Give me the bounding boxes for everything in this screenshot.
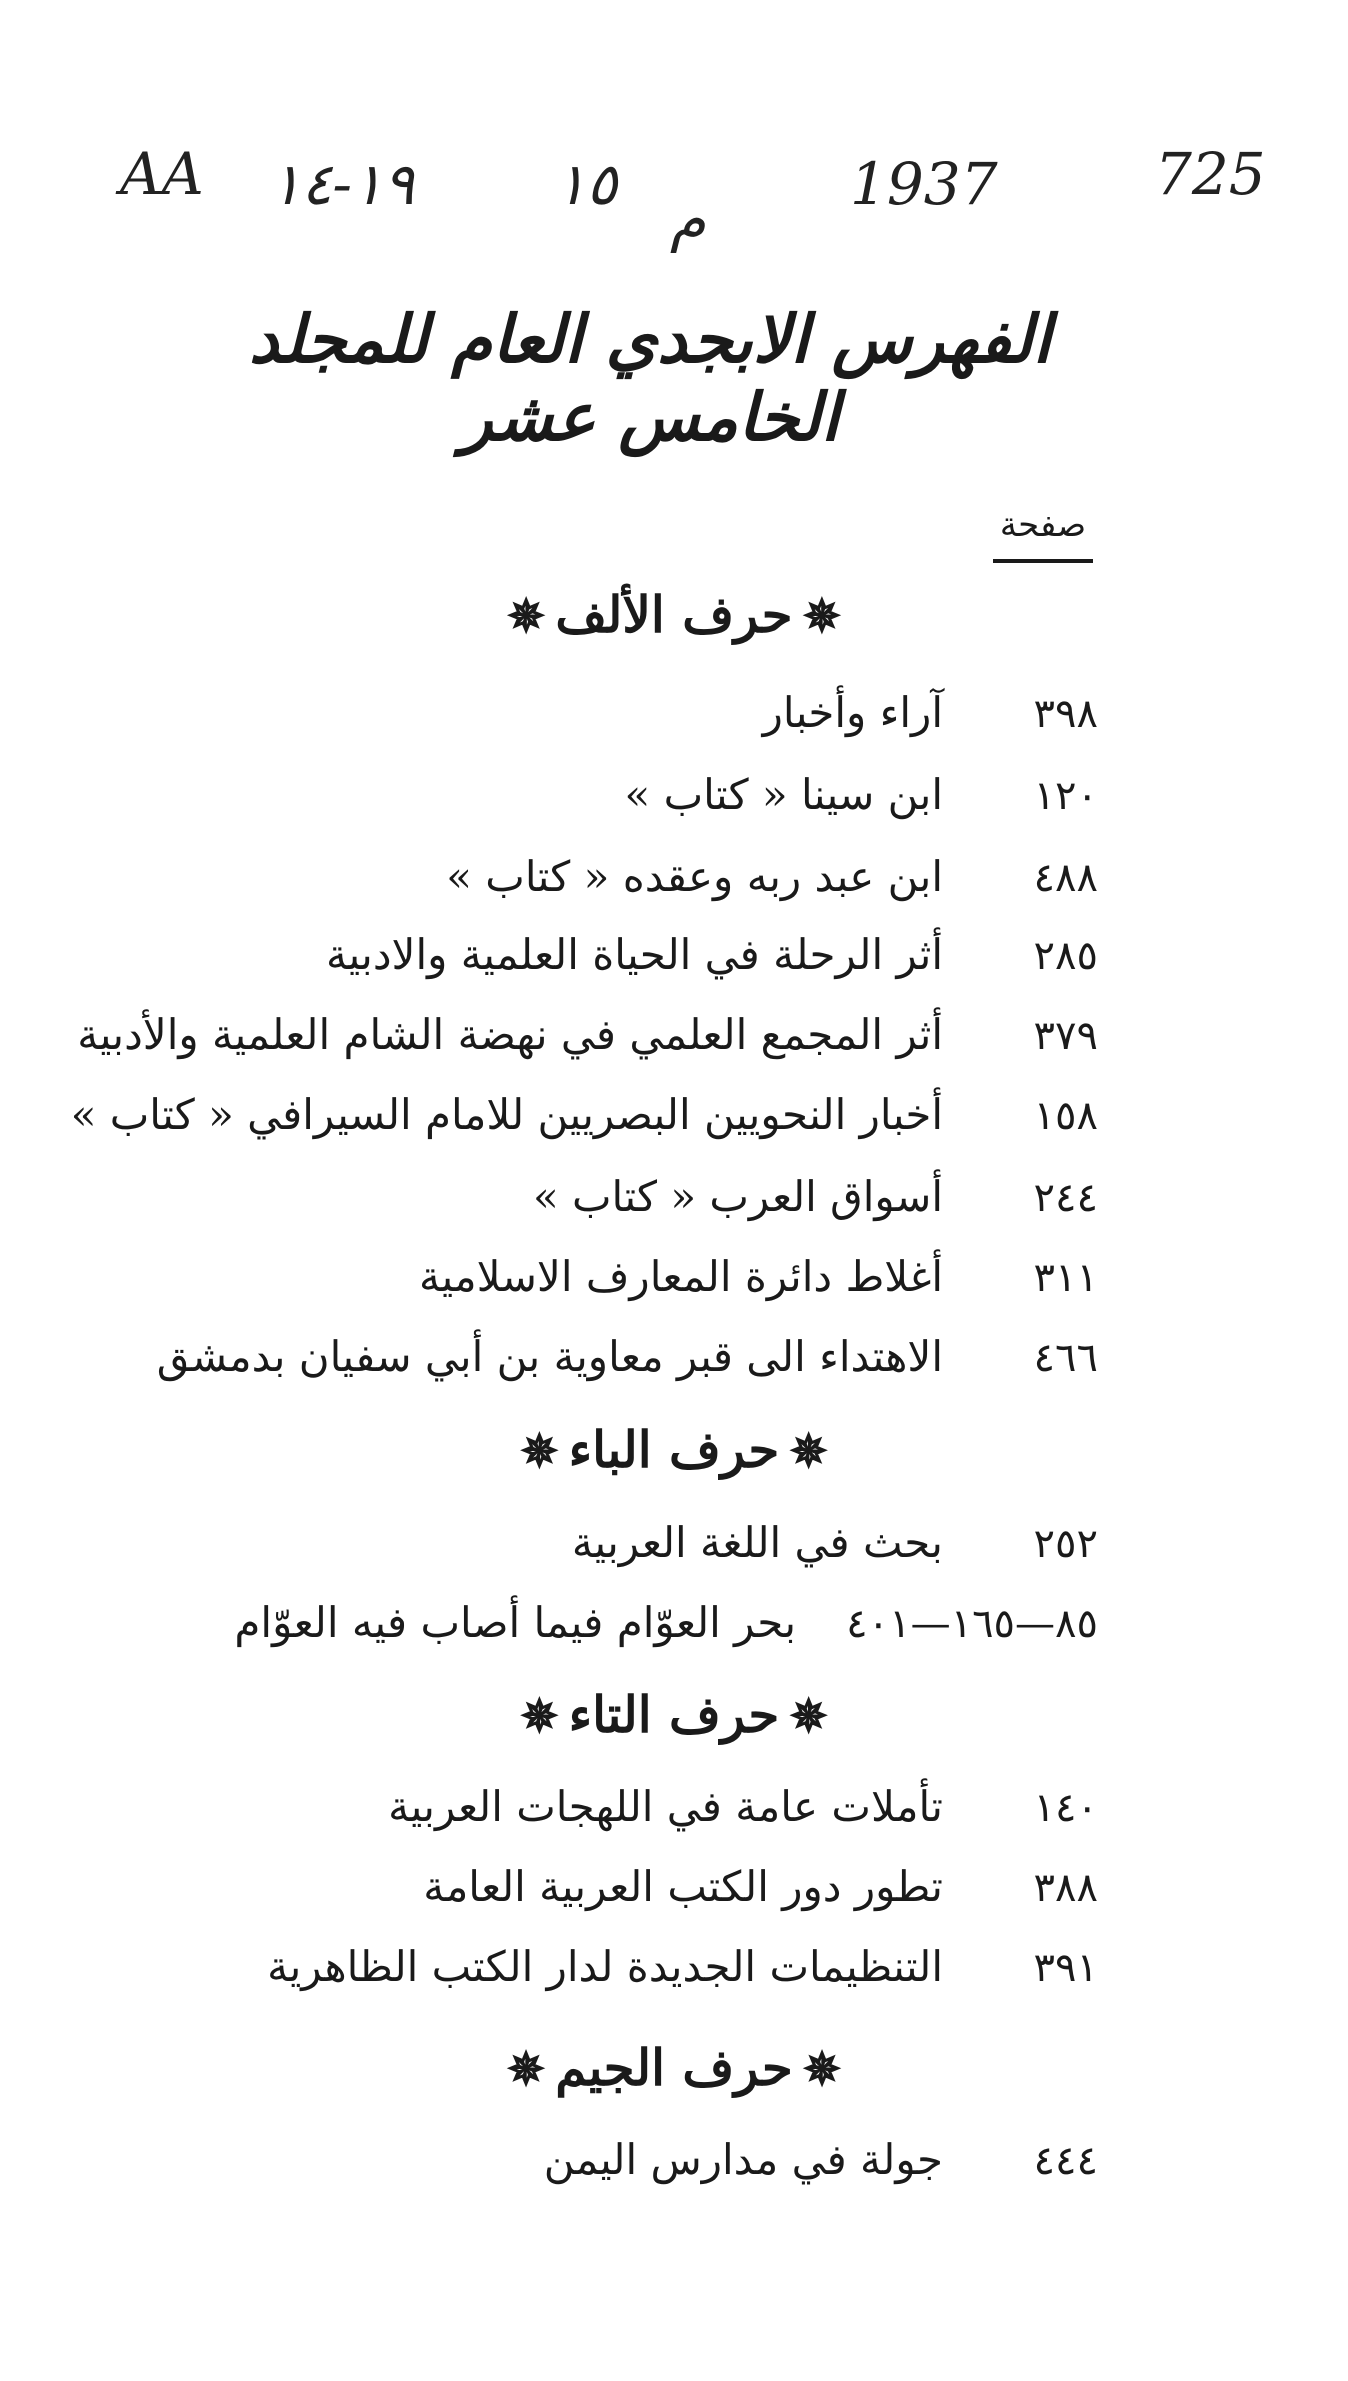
entry-title: تطور دور الكتب العربية العامة (423, 1862, 943, 1911)
entry-page-number: ٣٨٨ (1033, 1865, 1098, 1911)
index-entry (98, 1252, 1098, 1301)
entry-page-number: ٤٨٨ (1033, 855, 1098, 901)
page-column-label: صفحة (993, 505, 1093, 563)
section-heading-label: حرف الألف (555, 585, 793, 644)
handwritten-volume: ١٥ (555, 150, 618, 218)
index-entry (98, 1172, 1098, 1221)
entry-title: الاهتداء الى قبر معاوية بن أبي سفيان بدمشق (156, 1332, 943, 1381)
entry-page-number: ٣١١ (1033, 1255, 1098, 1301)
section-heading-label: حرف التاء (568, 1685, 780, 1744)
index-entry (70, 1090, 1098, 1139)
entry-page-number: ٣٧٩ (1033, 1013, 1098, 1059)
entry-title: بحر العوّام فيما أصاب فيه العوّام (234, 1598, 797, 1647)
index-entry (98, 852, 1098, 901)
entry-title: أغلاط دائرة المعارف الاسلامية (418, 1252, 943, 1301)
entry-title: أخبار النحويين البصريين للامام السيرافي « كتاب » (70, 1090, 943, 1139)
section-heading-jim (0, 2038, 1348, 2097)
index-entry (98, 1518, 1098, 1567)
entry-page-number: ٤٦٦ (1033, 1335, 1098, 1381)
star-ornament-icon: ✵ (506, 2042, 546, 2096)
entry-page-number: ١٥٨ (1033, 1093, 1098, 1139)
entry-page-number: ٢٥٢ (1033, 1521, 1098, 1567)
section-heading-alif (0, 585, 1348, 644)
entry-title: ابن عبد ربه وعقده « كتاب » (446, 852, 943, 901)
entry-title: ابن سينا « كتاب » (624, 770, 943, 819)
handwritten-left-mark: AA (120, 140, 204, 208)
handwritten-year: 1937 (850, 150, 998, 218)
entry-title: التنظيمات الجديدة لدار الكتب الظاهرية (267, 1942, 943, 1991)
entry-page-number: ٢٤٤ (1033, 1175, 1098, 1221)
entry-title: أسواق العرب « كتاب » (532, 1172, 943, 1221)
star-ornament-icon: ✵ (789, 1689, 828, 1743)
entry-page-number: ٤٤٤ (1033, 2138, 1098, 2184)
entry-title: آراء وأخبار (762, 688, 943, 737)
index-entry (77, 1010, 1098, 1059)
entry-title: أثر المجمع العلمي في نهضة الشام العلمية والأدبية (77, 1010, 943, 1059)
index-entry (98, 1782, 1098, 1831)
index-entry (98, 770, 1098, 819)
star-ornament-icon: ✵ (802, 2042, 842, 2096)
entry-page-number: ٨٥—١٦٥—٤٠١ (846, 1601, 1098, 1647)
entry-page-number: ١٢٠ (1033, 773, 1098, 819)
entry-page-number: ٣٩١ (1033, 1945, 1098, 1991)
handwritten-number: 725 (1155, 140, 1266, 208)
entry-page-number: ٣٩٨ (1033, 691, 1098, 737)
index-entry (98, 1332, 1098, 1381)
index-entry (98, 1598, 1098, 1647)
entry-page-number: ٢٨٥ (1033, 933, 1098, 979)
entry-page-number: ١٤٠ (1033, 1785, 1098, 1831)
index-entry (98, 688, 1098, 737)
star-ornament-icon: ✵ (802, 589, 842, 643)
section-heading-ba (0, 1420, 1348, 1479)
index-entry (98, 1862, 1098, 1911)
handwritten-m: م (670, 185, 706, 253)
index-title: الفهرس الابجدي العام للمجلد الخامس عشر (249, 300, 1051, 456)
section-heading-label: حرف الباء (568, 1420, 780, 1479)
index-entry (98, 2135, 1098, 2184)
entry-title: جولة في مدارس اليمن (543, 2135, 943, 2184)
star-ornament-icon: ✵ (520, 1424, 559, 1478)
index-entry (98, 1942, 1098, 1991)
entry-title: أثر الرحلة في الحياة العلمية والادبية (325, 930, 943, 979)
star-ornament-icon: ✵ (506, 589, 546, 643)
entry-title: تأملات عامة في اللهجات العربية (388, 1782, 943, 1831)
section-heading-label: حرف الجيم (555, 2038, 793, 2097)
section-heading-ta (0, 1685, 1348, 1744)
star-ornament-icon: ✵ (789, 1424, 828, 1478)
handwritten-range: ١٩-١٤ (270, 150, 415, 218)
entry-title: بحث في اللغة العربية (571, 1518, 943, 1567)
index-entry (98, 930, 1098, 979)
star-ornament-icon: ✵ (520, 1689, 559, 1743)
